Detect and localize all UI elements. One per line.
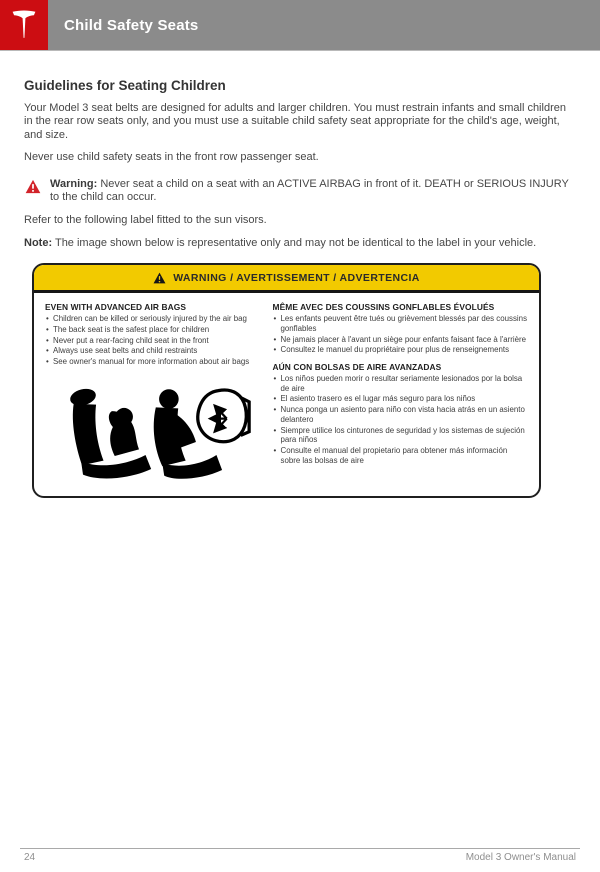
french-heading: MÊME AVEC DES COUSSINS GONFLABLES ÉVOLUÉS [272,302,495,313]
banner-text: WARNING / AVERTISSEMENT / ADVERTENCIA [173,271,420,284]
label-column-english [45,302,264,486]
list-item: • El asiento trasero es el lugar más seguro para los niños [273,394,530,404]
warning-label: Warning: [50,177,98,190]
list-item: • Nunca ponga un asiento para niño con vista hacia atrás en un asiento delantero [273,405,530,424]
paragraph-seatbelt-design: Your Model 3 seat belts are designed for adults and larger children. You must restrain infants and small children in the rear row seats only, and you must use a suitable child safety seat appropriate for the child's age, weight, and size. [24,102,566,141]
note-body: The image shown below is representative only and may not be identical to the label in your vehicle. [54,236,537,249]
warning-triangle-icon [25,179,41,194]
label-banner [34,265,539,293]
airbag-child-seat-pictogram [55,383,264,486]
tesla-t-icon [9,10,39,40]
warning-text [50,178,576,205]
list-item: • Les enfants peuvent être tués ou grièvement blessés par des coussins gonflables [273,314,530,333]
french-bullet-list [273,314,530,355]
list-item: • Always use seat belts and child restraints [45,346,264,356]
list-item: • The back seat is the safest place for children [45,325,264,335]
list-item: • Never put a rear-facing child seat in the front [45,336,264,346]
label-body [34,293,539,496]
warning-callout [25,178,576,205]
list-item: • Siempre utilice los cinturones de seguridad y los sistemas de sujeción para niños [273,426,530,445]
list-item: • See owner's manual for more information about air bags [45,357,264,367]
list-item: • Los niños pueden morir o resultar seriamente lesionados por la bolsa de aire [273,374,530,393]
sun-visor-warning-label [32,263,541,498]
list-item: • Consulte el manual del propietario para obtener más información sobre las bolsas de aire [273,446,530,465]
list-item: • Children can be killed or seriously injured by the air bag [45,314,264,324]
page-title: Child Safety Seats [64,16,199,34]
spanish-bullet-list [273,374,530,465]
paragraph-never-front-row: Never use child safety seats in the front row passenger seat. [24,151,319,164]
note-text [24,237,576,250]
page-footer [20,848,580,863]
english-heading: EVEN WITH ADVANCED AIR BAGS [45,302,187,313]
note-label: Note: [24,236,53,249]
paragraph-refer-label: Refer to the following label fitted to the sun visors. [24,214,267,227]
section-title: Guidelines for Seating Children [24,78,226,93]
content-area [0,50,600,498]
spanish-heading: AÚN CON BOLSAS DE AIRE AVANZADAS [272,362,442,373]
list-item: • Consultez le manuel du propriétaire pour plus de renseignements [273,345,530,355]
banner-warning-triangle-icon [153,272,166,284]
english-bullet-list [45,314,264,367]
chapter-header-bar [0,0,600,50]
warning-body: Never seat a child on a seat with an ACTIVE AIRBAG in front of it. DEATH or SERIOUS INJURY to the child can occur. [50,177,569,204]
tesla-logo [0,0,48,50]
page-number: 24 [24,852,36,863]
label-column-french-spanish [273,302,530,486]
list-item: • Ne jamais placer à l'avant un siège pour enfants faisant face à l'arrière [273,335,530,345]
manual-title: Model 3 Owner's Manual [465,852,576,863]
